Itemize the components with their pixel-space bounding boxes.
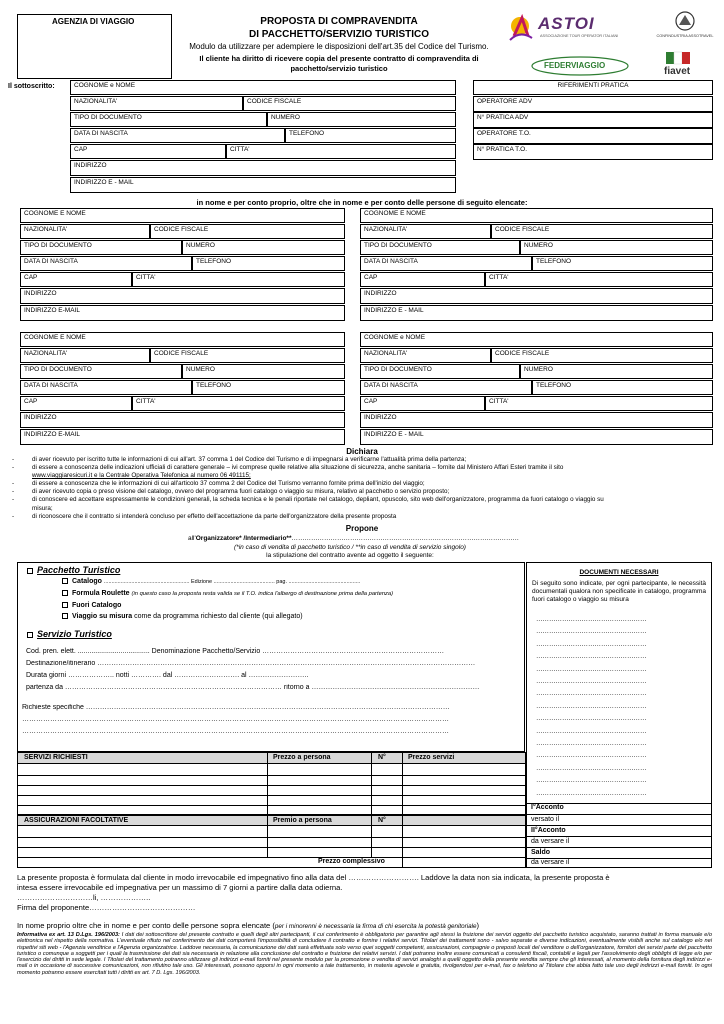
misura-row[interactable]: Viaggio su misura come da programma richiesto dal cliente (qui allegato) — [62, 613, 303, 620]
sub-ind-field[interactable] — [70, 160, 456, 176]
field-label: DATA DI NASCITA — [24, 382, 78, 389]
field-label: NAZIONALITA' — [74, 98, 118, 105]
declaration-item: - di conoscere ed accettare espressamente le condizioni generali, la scheda tecnica e le penali riportate nel catalogo, depliant, opuscolo, sito web dell'organizzatore, programma da fuori catalogo o viaggio su — [12, 496, 604, 504]
declaration-title: Dichiara — [346, 447, 378, 456]
field-label: COGNOME E NOME — [24, 334, 86, 341]
doc-line[interactable]: …………………………………………… — [536, 789, 647, 797]
field-label: OPERATORE T.O. — [477, 130, 531, 137]
p4-tipo-field[interactable] — [360, 364, 520, 379]
doc-line[interactable]: …………………………………………… — [536, 653, 647, 661]
field-label: TELEFONO — [536, 382, 572, 389]
p2-data-field[interactable] — [360, 256, 532, 271]
field-label: CAP — [74, 146, 88, 153]
field-label: TIPO DI DOCUMENTO — [364, 366, 432, 373]
field-label: TELEFONO — [536, 258, 572, 265]
field-label: TELEFONO — [196, 382, 232, 389]
p4-cf-field[interactable] — [491, 348, 713, 363]
field-label: INDIRIZZO — [24, 414, 57, 421]
p4-ind-field[interactable] — [360, 412, 713, 428]
p1-naz-field[interactable] — [20, 224, 150, 239]
federviaggio-logo — [530, 55, 630, 77]
p4-naz-field[interactable] — [360, 348, 491, 363]
privacy-notice: Informativa ex art. 13 D.Lgs. 196/2003: I dati dei sottoscrittore del presente contratto e quelli degli altri partecipanti, il cui conferimento è obbligatorio per garantire agli stessi la fruizione dei servizi oggetto del pacchetto turistico acquistato, saranno trattati in forma manuale e/o elettronica nel rispetto della normativa. L'eventuale rifiuto nel conferimento dei dati comporterà l'impossibilità di concludere il contratto e fornire i relativi servizi. Titolari dei trattamenti sono - salvo separate e diverse indicazioni, eventualmente visibili anche sul catalogo e/o nei rispettivi siti web - l'Agenzia venditrice e l'Agenzia organizzatrice. Laddove necessaria, la comunicazione dei dati sarà effettuata solo verso quei soggetti competenti, assicurazioni, compagnie o preposti locali del venditore o dell'organizzatore, fornitori dei servizi parte del pacchetto turistico o comunque a soggetti per i quali la trasmissione dei dati sia necessaria in relazione alla conclusione del contratto e fruizione dei relativi servizi. I dati potranno inoltre essere comunicati a consulenti fiscali, contabili e legali per l'assolvimento degli obblighi di legge e/o per l'esercizio dei diritti in sede legale. I Titolari del trattamento potranno utilizzare gli indirizzi e-mail forniti nel presente modulo per la promozione o vendita di servizi analoghi a quelli oggetto della presente vendita sempre che gli interessati, al momento della fornitura degli indirizzi e-mail o in occasione di successive comunicazioni, non rifiutino tale uso. Gli interessati, possono opporsi in ogni momento a tale trattamento, in materia agevole e gratuita, rivolgendosi per e-mail, fax o telefono al Titolare che abbia fatto tale uso degli indirizzi e-mail forniti. In ogni momento potranno essere esercitati tutti i diritti ex art. 7 D. Lgs. 196/2003. — [17, 932, 712, 976]
insurance-col1: ASSICURAZIONI FACOLTATIVE — [24, 817, 129, 824]
sub-cf-field[interactable] — [243, 96, 456, 111]
astoi-subtext: ASSOCIAZIONE TOUR OPERATOR ITALIANI — [540, 34, 619, 38]
documents-text: Di seguito sono indicate, per ogni partecipante, le necessità documentali qualora non specificate in catalogo, programma fuori catalogo o viaggio su misura — [532, 580, 706, 603]
irrevocable-text-1: La presente proposta è formulata dal cliente in modo irrevocabile ed impegnativo fino alla data del ………………………. Laddove la data non sia indicata, la presente proposta è — [17, 873, 610, 882]
declaration-item: - di aver ricevuto per iscritto tutte le informazioni di cui all'art. 37 comma 1 del Codice del Turismo e di impegnarsi a verificarne l'attualità prima della partenza; — [12, 456, 467, 463]
practice-row-operatore-to[interactable] — [473, 128, 713, 144]
signature-field[interactable]: Firma del proponente…………………………………… — [17, 903, 196, 912]
saldo-label: Saldo — [531, 849, 551, 856]
field-label: NAZIONALITA' — [24, 226, 68, 233]
confindustria-text: CONFINDUSTRIA ASSOTRAVEL — [656, 34, 714, 38]
practice-row-pratica-adv[interactable] — [473, 112, 713, 128]
title-line2: DI PACCHETTO/SERVIZIO TURISTICO — [248, 29, 429, 40]
p4-mail-field[interactable] — [360, 429, 713, 445]
field-label: DATA DI NASCITA — [74, 130, 128, 137]
on-behalf-text: In nome proprio oltre che in nome e per conto delle persone sopra elencate (per i minorenni è necessaria la firma di chi esercita la potestà genitoriale) — [17, 921, 480, 930]
field-label: COGNOME E NOME — [364, 210, 426, 217]
propone-line2: (*in caso di vendita di pacchetto turistico / **in caso di vendita di servizio singolo) — [234, 544, 466, 551]
p3-tel-field[interactable] — [192, 380, 345, 395]
field-label: INDIRIZZO E - MAIL — [364, 307, 424, 314]
p3-mail-field[interactable] — [20, 429, 345, 445]
field-label: DATA DI NASCITA — [364, 382, 418, 389]
declaration-item: www.viaggiaresicuri.it e la Centrale Operativa Telefonica al numero 06 491115; — [32, 472, 251, 480]
astoi-logo — [508, 12, 628, 46]
p4-numero-field[interactable] — [520, 364, 713, 379]
subtitle: Modulo da utilizzare per adempiere le disposizioni dell'art.35 del Codice del Turismo. — [189, 42, 489, 51]
confindustria-emblem-icon — [655, 10, 715, 34]
doc-line[interactable]: …………………………………………… — [536, 777, 647, 785]
doc-line[interactable]: …………………………………………… — [536, 715, 647, 723]
doc-line[interactable]: …………………………………………… — [536, 752, 647, 760]
declaration-item: - di essere a conoscenza che le informazioni di cui all'articolo 37 comma 2 del Codice del Turismo verranno fornite prima dell'inizio del viaggio; — [12, 480, 425, 488]
p4-tel-field[interactable] — [532, 380, 713, 395]
p1-data-field[interactable] — [20, 256, 192, 271]
field-label: CODICE FISCALE — [154, 350, 209, 357]
declaration-item: - di essere a conoscenza delle indicazioni ufficiali di carattere generale – ivi comprese quelle relative alla situazione di sicurezza, anche sanitaria – fornite dal Ministero Affari Esteri tramite il sito — [12, 464, 564, 472]
field-label: DATA DI NASCITA — [24, 258, 78, 265]
insurance-col2: Premio a persona — [273, 817, 332, 824]
field-label: CITTA' — [230, 146, 250, 153]
services-col2: Prezzo a persona — [273, 754, 331, 761]
p1-numero-field[interactable] — [182, 240, 345, 255]
field-label: N° PRATICA ADV — [477, 114, 529, 121]
p3-tipo-field[interactable] — [20, 364, 182, 379]
acconto1-label: I°Acconto — [531, 804, 564, 811]
field-label: CITTA' — [136, 274, 156, 281]
sub-nome-field[interactable] — [70, 80, 456, 95]
services-col1: SERVIZI RICHIESTI — [24, 754, 88, 761]
p4-cap-field[interactable] — [360, 396, 485, 411]
fiavet-flag-icon — [660, 50, 700, 66]
total-price-label: Prezzo complessivo — [318, 858, 385, 865]
p1-tipo-field[interactable] — [20, 240, 182, 255]
field-label: INDIRIZZO — [24, 290, 57, 297]
sub-naz-field[interactable] — [70, 96, 243, 111]
title-line1: PROPOSTA DI COMPRAVENDITA — [260, 16, 418, 27]
field-label: INDIRIZZO E - MAIL — [364, 431, 424, 438]
fiavet-text: fiavet — [664, 66, 691, 77]
copy-notice-1: Il cliente ha diritto di ricevere copia del presente contratto di compravendita di — [199, 54, 479, 63]
acconto2-label: II°Acconto — [531, 827, 566, 834]
confindustria-logo — [655, 10, 715, 44]
place-date-field[interactable]: …………………………li, ……………….. — [17, 893, 151, 902]
insurance-table — [17, 815, 526, 868]
partenza-field[interactable]: partenza da ………………………………………………………………………………… ritorno a ……………………………………………………………… — [26, 684, 480, 691]
package-title-row[interactable]: Pacchetto Turistico — [27, 565, 120, 575]
field-label: INDIRIZZO E-MAIL — [24, 307, 80, 314]
persons-title: in nome e per conto proprio, oltre che in nome e per conto delle persone di seguito elencate: — [196, 198, 528, 207]
richieste-line[interactable]: ………………………………………………………………………………………………………………………………………………………………… — [22, 716, 449, 723]
propone-line1: all'Organizzatore* /Intermediario**…………………………………………………………………………………………… — [188, 535, 519, 542]
doc-line[interactable]: …………………………………………… — [536, 640, 647, 648]
doc-line[interactable]: …………………………………………… — [536, 616, 647, 623]
sub-numero-field[interactable] — [267, 112, 456, 127]
checkbox-icon[interactable] — [62, 590, 68, 596]
sub-data-field[interactable] — [70, 128, 285, 143]
catalogo-row[interactable]: Catalogo ........................................................ Edizione ........................................ pag. ............................................... — [62, 578, 360, 585]
field-label: CODICE FISCALE — [495, 350, 550, 357]
da-versare-label[interactable]: da versare il — [531, 838, 570, 845]
field-label: NAZIONALITA' — [24, 350, 68, 357]
sub-cap-field[interactable] — [70, 144, 226, 159]
field-label: NUMERO — [524, 242, 553, 249]
field-label: TIPO DI DOCUMENTO — [24, 366, 92, 373]
services-col4: Prezzo servizi — [408, 754, 455, 761]
p2-tipo-field[interactable] — [360, 240, 520, 255]
field-label: TELEFONO — [196, 258, 232, 265]
propone-line3: la stipulazione del contratto avente ad oggetto il seguente: — [266, 552, 434, 559]
doc-line[interactable]: …………………………………………… — [536, 764, 647, 772]
p2-tel-field[interactable] — [532, 256, 713, 271]
declaration-item: - di aver ricevuto copia o preso visione del catalogo, ovvero del programma fuori catalogo o viaggio su misura, relativo al pacchetto o servizio proposto; — [12, 488, 450, 496]
p3-cf-field[interactable] — [150, 348, 345, 363]
declaration-item: misura; — [32, 504, 53, 512]
documents-lines[interactable] — [536, 614, 706, 804]
p3-numero-field[interactable] — [182, 364, 345, 379]
p2-ind-field[interactable] — [360, 288, 713, 304]
field-label: CITTA' — [136, 398, 156, 405]
p1-ind-field[interactable] — [20, 288, 345, 304]
doc-line[interactable]: …………………………………………… — [536, 690, 647, 698]
field-label: TIPO DI DOCUMENTO — [364, 242, 432, 249]
p1-tel-field[interactable] — [192, 256, 345, 271]
field-label: N° PRATICA T.O. — [477, 146, 528, 153]
richieste-field[interactable]: Richieste specifiche ………………………………………………………………………………………………………………………………………… — [22, 704, 450, 711]
doc-line[interactable]: …………………………………………… — [536, 727, 647, 735]
sub-mail-field[interactable] — [70, 177, 456, 193]
p2-citta-field[interactable] — [485, 272, 713, 287]
field-label: COGNOME E NOME — [24, 210, 86, 217]
declaration-item: - di riconoscere che il contratto si intenderà concluso per effetto dell'accettazione da parte dell'organizzatore della presente proposta — [12, 512, 397, 520]
p1-nome-field[interactable] — [20, 208, 345, 223]
field-label: COGNOME e NOME — [364, 334, 426, 341]
p3-nome-field[interactable] — [20, 332, 345, 347]
p4-data-field[interactable] — [360, 380, 532, 395]
practice-row-operatore-adv[interactable] — [473, 96, 713, 112]
roulette-row[interactable]: Formula Roulette (in questo caso la proposta resta valida se il T.O. indica l'albergo di destinazione prima della partenza) — [62, 590, 393, 597]
p2-naz-field[interactable] — [360, 224, 491, 239]
field-label: TIPO DI DOCUMENTO — [24, 242, 92, 249]
fuori-catalogo-row[interactable]: Fuori Catalogo — [62, 602, 121, 609]
field-label: TELEFONO — [289, 130, 325, 137]
documents-title: DOCUMENTI NECESSARI — [579, 569, 659, 576]
field-label: NAZIONALITA' — [364, 226, 408, 233]
p2-cap-field[interactable] — [360, 272, 485, 287]
field-label: CAP — [364, 274, 378, 281]
field-label: OPERATORE ADV — [477, 98, 533, 105]
p2-numero-field[interactable] — [520, 240, 713, 255]
sub-tel-field[interactable] — [285, 128, 456, 143]
field-label: INDIRIZZO — [74, 162, 107, 169]
field-label: DATA DI NASCITA — [364, 258, 418, 265]
p2-nome-field[interactable] — [360, 208, 713, 223]
field-label: INDIRIZZO — [364, 414, 397, 421]
field-label: CODICE FISCALE — [247, 98, 302, 105]
p3-citta-field[interactable] — [132, 396, 345, 411]
field-label: NUMERO — [186, 242, 215, 249]
p4-citta-field[interactable] — [485, 396, 713, 411]
practice-title-text: RIFERIMENTI PRATICA — [557, 82, 629, 89]
p2-mail-field[interactable] — [360, 305, 713, 321]
federviaggio-text: FEDERVIAGGIO — [544, 61, 606, 70]
irrevocable-text-2: intesa essere irrevocabile ed impegnativa per un massimo di 7 giorni a partire dalla data odierna. — [17, 883, 343, 892]
services-col3: N° — [378, 754, 386, 761]
field-label: TIPO DI DOCUMENTO — [74, 114, 142, 121]
doc-line[interactable]: …………………………………………… — [536, 678, 647, 686]
servizio-title-row[interactable]: Servizio Turistico — [27, 629, 112, 639]
field-label: CAP — [24, 398, 38, 405]
subscriber-label: Il sottoscritto: — [8, 83, 55, 90]
p4-nome-field[interactable] — [360, 332, 713, 347]
p3-ind-field[interactable] — [20, 412, 345, 428]
richieste-line[interactable]: ………………………………………………………………………………………………………………………………………………………………… — [22, 728, 449, 735]
totals-box — [526, 803, 712, 868]
sub-tipo-field[interactable] — [70, 112, 267, 127]
checkbox-icon[interactable] — [27, 568, 33, 574]
practice-title — [473, 80, 713, 95]
field-label: CITTA' — [489, 274, 509, 281]
field-label: NAZIONALITA' — [364, 350, 408, 357]
field-label: CODICE FISCALE — [154, 226, 209, 233]
field-label: NUMERO — [524, 366, 553, 373]
services-table — [17, 752, 526, 815]
p1-mail-field[interactable] — [20, 305, 345, 321]
saldo-da-versare-label[interactable]: da versare il — [531, 859, 570, 866]
field-label: NUMERO — [186, 366, 215, 373]
agency-label: AGENZIA DI VIAGGIO — [52, 17, 135, 26]
p2-cf-field[interactable] — [491, 224, 713, 239]
p3-cap-field[interactable] — [20, 396, 132, 411]
p3-naz-field[interactable] — [20, 348, 150, 363]
field-label: CODICE FISCALE — [495, 226, 550, 233]
astoi-text: ASTOI — [538, 14, 595, 33]
field-label: NUMERO — [271, 114, 300, 121]
doc-line[interactable]: …………………………………………… — [536, 628, 647, 636]
checkbox-icon[interactable] — [62, 602, 68, 608]
field-label: INDIRIZZO E-MAIL — [24, 431, 80, 438]
checkbox-icon[interactable] — [62, 613, 68, 619]
destinazione-field[interactable]: Destinazione/itinerario ……………………………………………………………………………………………………………………………………………… — [26, 660, 476, 667]
declaration-list — [12, 456, 712, 521]
checkbox-icon[interactable] — [27, 632, 33, 638]
durata-field[interactable]: Durata giorni ……………….. notti …………. dal ………………………. al …………………….. — [26, 672, 309, 679]
propone-title: Propone — [345, 524, 379, 533]
cod-pren-field[interactable]: Cod. pren. elett. ..................................... Denominazione Pacchetto/Servizio …………………………………………………………………… — [26, 648, 445, 655]
copy-notice-2: pacchetto/servizio turistico — [290, 64, 388, 73]
field-label: INDIRIZZO E - MAIL — [74, 179, 134, 186]
doc-line[interactable]: …………………………………………… — [536, 665, 647, 673]
p1-cap-field[interactable] — [20, 272, 132, 287]
doc-line[interactable]: …………………………………………… — [536, 740, 647, 748]
versato-label[interactable]: versato il — [531, 816, 560, 823]
practice-row-pratica-to[interactable] — [473, 144, 713, 160]
fiavet-logo — [660, 50, 700, 80]
p1-cf-field[interactable] — [150, 224, 345, 239]
p1-citta-field[interactable] — [132, 272, 345, 287]
field-label: INDIRIZZO — [364, 290, 397, 297]
sub-citta-field[interactable] — [226, 144, 456, 159]
insurance-col3: N° — [378, 817, 386, 824]
checkbox-icon[interactable] — [62, 578, 68, 584]
p3-data-field[interactable] — [20, 380, 192, 395]
field-label: COGNOME e NOME — [74, 82, 136, 89]
field-label: CAP — [364, 398, 378, 405]
field-label: CITTA' — [489, 398, 509, 405]
doc-line[interactable]: …………………………………………… — [536, 702, 647, 710]
field-label: CAP — [24, 274, 38, 281]
